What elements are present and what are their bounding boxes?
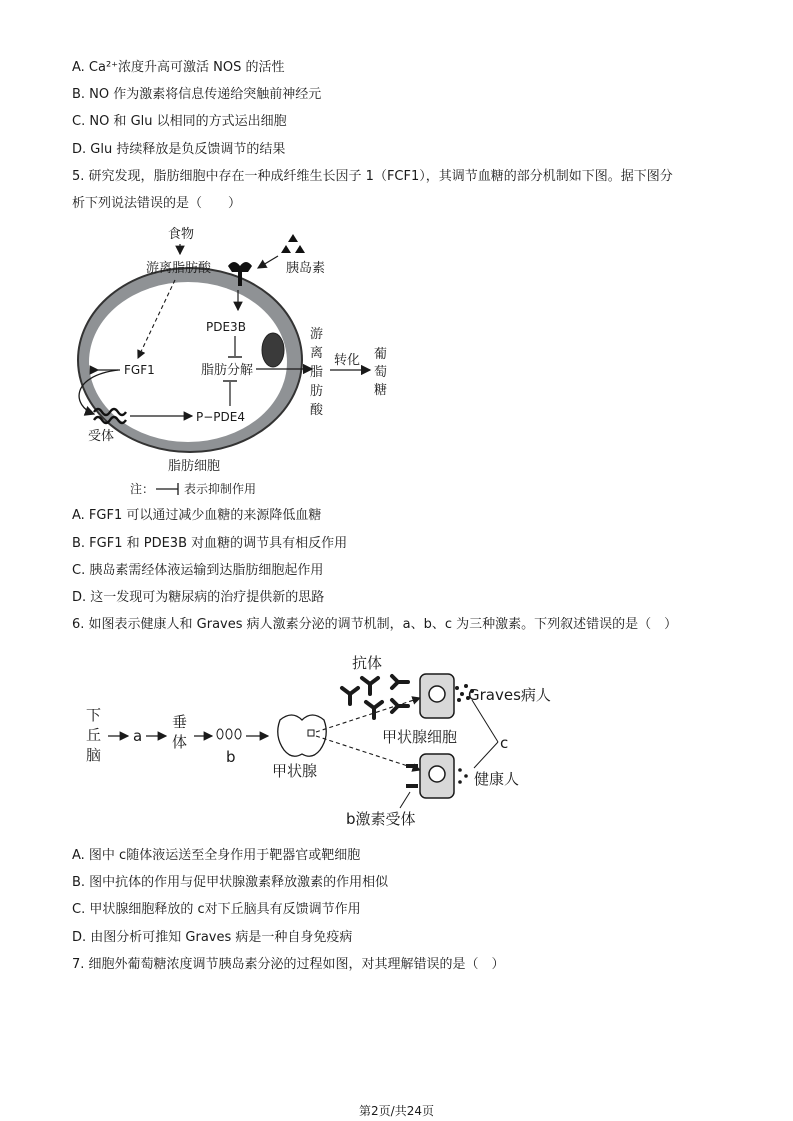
label-a: a: [133, 727, 143, 745]
antibody-icon: [366, 702, 382, 718]
q5-stem-line1: 5. 研究发现，脂肪细胞中存在一种成纤维生长因子 1（FCF1），其调节血糖的部分机制如下图。据下图分: [72, 169, 673, 184]
q5-option-d: D. 这一发现可为糖尿病的治疗提供新的思路: [72, 590, 325, 605]
antibody-icon: [392, 700, 408, 712]
hormone-b-icon: [226, 729, 232, 739]
q4-option-d: D. Glu 持续释放是负反馈调节的结果: [72, 142, 286, 157]
label-fat-cell: 脂肪细胞: [168, 459, 221, 474]
q5-option-c: C. 胰岛素需经体液运输到达脂肪细胞起作用: [72, 563, 324, 578]
vertical-ffa-5: 酸: [310, 403, 324, 418]
antibody-icon: [392, 676, 408, 688]
q5-option-b: B. FGF1 和 PDE3B 对血糖的调节具有相反作用: [72, 536, 348, 551]
label-conversion: 转化: [334, 353, 361, 368]
note-text: 表示抑制作用: [184, 482, 257, 496]
fat-cell-cytoplasm: [89, 282, 287, 442]
q6-option-d: D. 由图分析可推知 Graves 病是一种自身免疫病: [72, 930, 353, 945]
label-b-receptor: b激素受体: [346, 810, 416, 828]
label-fgf1: FGF1: [124, 363, 155, 377]
label-thyroid-cell: 甲状腺细胞: [382, 728, 458, 746]
vertical-glucose-1: 葡: [374, 347, 388, 362]
label-antibody: 抗体: [352, 654, 383, 672]
label-insulin: 胰岛素: [286, 261, 326, 276]
hypothalamus-1: 下: [86, 706, 102, 724]
hypothalamus-3: 脑: [86, 746, 102, 764]
label-free-fatty-acid-top: 游离脂肪酸: [146, 261, 212, 276]
q4-option-c: C. NO 和 Glu 以相同的方式运出细胞: [72, 114, 287, 129]
q4-option-b: B. NO 作为激素将信息传递给突触前神经元: [72, 87, 322, 102]
antibody-icon: [362, 678, 378, 694]
hormone-b-icon: [235, 729, 241, 739]
q6-graves-figure: [80, 644, 580, 834]
label-food: 食物: [168, 227, 195, 242]
vertical-glucose-3: 糖: [374, 383, 388, 398]
label-healthy: 健康人: [474, 770, 520, 788]
label-lipolysis: 脂肪分解: [201, 363, 254, 378]
q5-option-a: A. FGF1 可以通过减少血糖的来源降低血糖: [72, 508, 322, 523]
q6-option-c: C. 甲状腺细胞释放的 c对下丘脑具有反馈调节作用: [72, 902, 361, 917]
insulin-molecule-icon: [288, 234, 298, 242]
q6-option-a: A. 图中 c随体液运送至全身作用于靶器官或靶细胞: [72, 848, 361, 863]
q7-stem: 7. 细胞外葡萄糖浓度调节胰岛素分泌的过程如图，对其理解错误的是（ ）: [72, 957, 505, 972]
q4-option-a: A. Ca²⁺浓度升高可激活 NOS 的活性: [72, 60, 285, 75]
label-p-pde4: P−PDE4: [196, 410, 245, 424]
pituitary-2: 体: [172, 733, 188, 751]
insulin-molecule-icon: [295, 245, 305, 253]
q5-fat-cell-figure: [60, 218, 420, 503]
label-receptor: 受体: [88, 429, 115, 444]
label-graves: Graves病人: [468, 686, 551, 704]
hormone-b-icon: [217, 729, 223, 739]
antibody-icon: [342, 688, 358, 704]
label-pde3b: PDE3B: [206, 320, 246, 334]
vertical-ffa-4: 肪: [310, 384, 324, 399]
vertical-ffa-1: 游: [310, 327, 324, 342]
vertical-ffa-2: 离: [310, 346, 324, 361]
label-c: c: [500, 734, 509, 752]
hypothalamus-2: 丘: [86, 726, 102, 744]
q6-stem: 6. 如图表示健康人和 Graves 病人激素分泌的调节机制，a、b、c 为三种激素。下列叙述错误的是（ ）: [72, 617, 678, 632]
nucleus: [262, 333, 284, 367]
note-prefix: 注：: [130, 482, 155, 496]
insulin-molecule-icon: [281, 245, 291, 253]
page-footer: 第2页/共24页: [359, 1104, 434, 1118]
label-thyroid: 甲状腺: [272, 762, 318, 780]
q5-stem-line2: 析下列说法错误的是（ ）: [72, 196, 242, 211]
label-b: b: [226, 748, 236, 766]
q6-option-b: B. 图中抗体的作用与促甲状腺激素释放激素的作用相似: [72, 875, 389, 890]
vertical-ffa-3: 脂: [310, 365, 324, 380]
thyroid-icon: [278, 715, 327, 756]
pituitary-1: 垂: [172, 713, 188, 731]
vertical-glucose-2: 萄: [374, 365, 388, 380]
